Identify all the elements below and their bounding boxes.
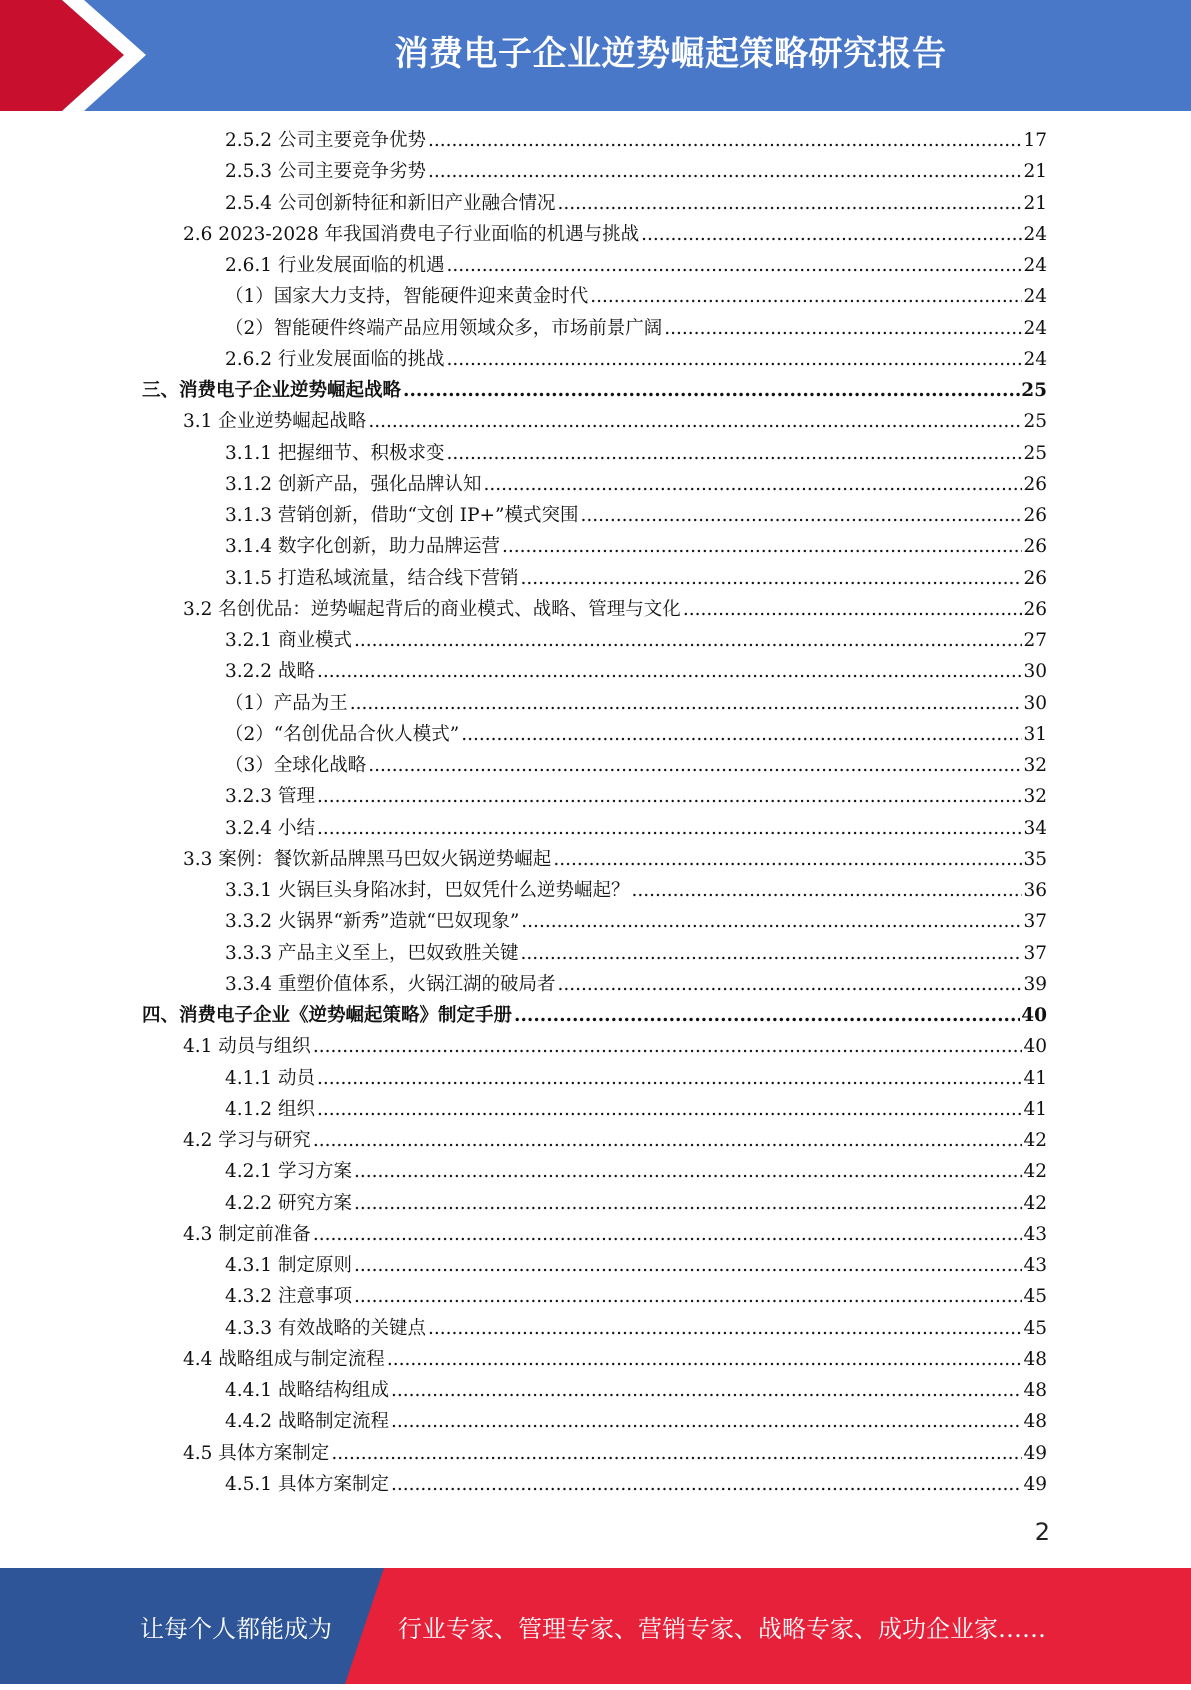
toc-entry-page: 39	[1023, 974, 1047, 995]
toc-entry-title: 2.5.3 公司主要竞争劣势	[225, 161, 426, 182]
toc-dot-leader	[428, 125, 1022, 156]
toc-entry-title: （3）全球化战略	[225, 755, 367, 776]
toc-entry[interactable]	[183, 1031, 1047, 1062]
toc-dot-leader	[428, 156, 1022, 187]
toc-entry-title: 4.3.1 制定原则	[225, 1255, 352, 1276]
toc-entry-page: 31	[1023, 724, 1047, 745]
toc-entry-page: 48	[1023, 1380, 1047, 1401]
toc-entry-page: 24	[1023, 224, 1047, 245]
toc-entry-page: 37	[1023, 911, 1047, 932]
toc-entry-page: 49	[1023, 1443, 1047, 1464]
page-header	[0, 0, 1191, 111]
toc-entry-page: 40	[1021, 1005, 1047, 1026]
toc-entry-page: 21	[1023, 161, 1047, 182]
toc-entry[interactable]	[142, 1000, 1047, 1031]
toc-entry[interactable]	[225, 1063, 1047, 1094]
toc-dot-leader	[317, 1094, 1023, 1125]
toc-dot-leader	[313, 1219, 1023, 1250]
toc-entry[interactable]	[225, 188, 1047, 219]
toc-entry[interactable]	[183, 594, 1047, 625]
toc-dot-leader	[446, 250, 1022, 281]
toc-entry-page: 35	[1023, 849, 1047, 870]
toc-entry-title: 3.1.5 打造私域流量，结合线下营销	[225, 568, 519, 589]
toc-entry[interactable]	[225, 500, 1047, 531]
toc-entry-page: 25	[1023, 411, 1047, 432]
toc-entry[interactable]	[225, 1281, 1047, 1312]
toc-entry-title: 3.1.2 创新产品，强化品牌认知	[225, 474, 482, 495]
toc-dot-leader	[461, 719, 1022, 750]
toc-entry-page: 26	[1023, 599, 1047, 620]
toc-entry[interactable]	[225, 1094, 1047, 1125]
toc-entry[interactable]	[183, 1344, 1047, 1375]
toc-dot-leader	[313, 1125, 1023, 1156]
toc-dot-leader	[387, 1344, 1023, 1375]
footer-slogan-left: 让每个人都能成为	[140, 1615, 332, 1643]
toc-entry-title: 3.2.4 小结	[225, 818, 315, 839]
toc-dot-leader	[354, 1281, 1023, 1312]
toc-entry-page: 49	[1023, 1474, 1047, 1495]
toc-entry-title: 3.3.2 火锅界“新秀”造就“巴奴现象”	[225, 911, 520, 932]
toc-dot-leader	[683, 594, 1023, 625]
toc-dot-leader	[514, 1000, 1020, 1031]
toc-dot-leader	[590, 281, 1022, 312]
page-footer	[0, 1568, 1191, 1684]
toc-entry-page: 21	[1023, 193, 1047, 214]
toc-dot-leader	[350, 688, 1023, 719]
toc-entry-title: 3.1.1 把握细节、积极求变	[225, 443, 445, 464]
toc-entry[interactable]	[225, 1469, 1047, 1500]
toc-entry[interactable]	[225, 1313, 1047, 1344]
toc-entry-page: 42	[1023, 1161, 1047, 1182]
toc-entry-page: 45	[1023, 1286, 1047, 1307]
toc-dot-leader	[354, 1250, 1023, 1281]
toc-entry-title: 2.5.4 公司创新特征和新旧产业融合情况	[225, 193, 556, 214]
toc-entry[interactable]	[225, 469, 1047, 500]
toc-dot-leader	[391, 1469, 1022, 1500]
toc-entry-title: （2）“名创优品合伙人模式”	[225, 724, 460, 745]
toc-entry[interactable]	[225, 438, 1047, 469]
toc-entry-title: 3.3.4 重塑价值体系，火锅江湖的破局者	[225, 974, 556, 995]
toc-entry-title: 3.3.3 产品主义至上，巴奴致胜关键	[225, 943, 519, 964]
toc-dot-leader	[313, 1031, 1023, 1062]
toc-dot-leader	[520, 938, 1022, 969]
toc-dot-leader	[368, 406, 1022, 437]
toc-dot-leader	[502, 531, 1022, 562]
toc-entry[interactable]	[225, 656, 1047, 687]
toc-entry-title: 四、消费电子企业《逆势崛起策略》制定手册	[142, 1005, 513, 1026]
toc-entry-title: 3.1.3 营销创新，借助“文创 IP+”模式突围	[225, 505, 579, 526]
toc-dot-leader	[664, 313, 1022, 344]
toc-entry-page: 45	[1023, 1318, 1047, 1339]
toc-entry[interactable]	[183, 219, 1047, 250]
toc-dot-leader	[317, 656, 1023, 687]
toc-entry-title: 4.3 制定前准备	[183, 1224, 311, 1245]
toc-entry-page: 24	[1023, 318, 1047, 339]
toc-entry-title: 4.5.1 具体方案制定	[225, 1474, 389, 1495]
toc-entry[interactable]	[225, 250, 1047, 281]
toc-entry[interactable]	[225, 313, 1047, 344]
toc-entry-page: 17	[1023, 130, 1047, 151]
toc-entry-page: 32	[1023, 755, 1047, 776]
toc-entry-page: 24	[1023, 255, 1047, 276]
toc-entry-title: 2.6.1 行业发展面临的机遇	[225, 255, 445, 276]
toc-dot-leader	[368, 750, 1022, 781]
toc-dot-leader	[317, 813, 1023, 844]
toc-entry-page: 26	[1023, 568, 1047, 589]
report-title: 消费电子企业逆势崛起策略研究报告	[394, 34, 947, 74]
toc-entry-title: 4.3.3 有效战略的关键点	[225, 1318, 426, 1339]
toc-entry-page: 30	[1023, 661, 1047, 682]
toc-entry[interactable]	[225, 1375, 1047, 1406]
toc-entry[interactable]	[225, 938, 1047, 969]
toc-dot-leader	[557, 969, 1022, 1000]
toc-entry[interactable]	[183, 406, 1047, 437]
toc-entry[interactable]	[183, 1125, 1047, 1156]
toc-entry[interactable]	[225, 1406, 1047, 1437]
toc-dot-leader	[553, 844, 1022, 875]
toc-entry[interactable]	[183, 844, 1047, 875]
toc-entry-title: 4.4 战略组成与制定流程	[183, 1349, 385, 1370]
toc-entry-title: 4.5 具体方案制定	[183, 1443, 330, 1464]
toc-dot-leader	[428, 1313, 1022, 1344]
toc-dot-leader	[391, 1375, 1022, 1406]
toc-entry[interactable]	[142, 375, 1047, 406]
toc-entry-title: 4.1 动员与组织	[183, 1036, 311, 1057]
toc-entry[interactable]	[225, 906, 1047, 937]
toc-entry-title: 4.2 学习与研究	[183, 1130, 311, 1151]
toc-dot-leader	[520, 563, 1022, 594]
toc-dot-leader	[641, 219, 1022, 250]
toc-entry-title: 3.3.1 火锅巨头身陷冰封，巴奴凭什么逆势崛起？	[225, 880, 630, 901]
toc-entry-page: 26	[1023, 536, 1047, 557]
toc-entry-title: 2.5.2 公司主要竞争优势	[225, 130, 426, 151]
toc-dot-leader	[483, 469, 1022, 500]
toc-dot-leader	[403, 375, 1020, 406]
toc-entry-page: 43	[1023, 1224, 1047, 1245]
toc-entry[interactable]	[225, 625, 1047, 656]
toc-entry-page: 43	[1023, 1255, 1047, 1276]
toc-entry-title: （1）国家大力支持，智能硬件迎来黄金时代	[225, 286, 589, 307]
toc-entry-title: 2.6 2023-2028 年我国消费电子行业面临的机遇与挑战	[183, 224, 640, 245]
toc-entry-title: 3.2 名创优品：逆势崛起背后的商业模式、战略、管理与文化	[183, 599, 681, 620]
toc-dot-leader	[317, 781, 1023, 812]
toc-entry-title: 4.4.1 战略结构组成	[225, 1380, 389, 1401]
toc-entry-page: 41	[1023, 1068, 1047, 1089]
toc-entry[interactable]	[225, 281, 1047, 312]
page-number: 2	[1034, 1518, 1050, 1546]
footer-slogan-right: 行业专家、管理专家、营销专家、战略专家、成功企业家……	[398, 1615, 1046, 1643]
toc-entry[interactable]	[225, 344, 1047, 375]
toc-entry-title: 4.1.2 组织	[225, 1099, 315, 1120]
toc-entry-title: 4.2.1 学习方案	[225, 1161, 352, 1182]
toc-entry-title: 2.6.2 行业发展面临的挑战	[225, 349, 445, 370]
toc-entry-title: 3.1 企业逆势崛起战略	[183, 411, 367, 432]
toc-entry-title: （1）产品为王	[225, 693, 348, 714]
toc-entry-title: 4.4.2 战略制定流程	[225, 1411, 389, 1432]
toc-dot-leader	[354, 1188, 1023, 1219]
toc-entry-page: 25	[1021, 380, 1047, 401]
toc-dot-leader	[446, 344, 1022, 375]
toc-entry[interactable]	[225, 688, 1047, 719]
toc-entry[interactable]	[225, 1188, 1047, 1219]
toc-dot-leader	[557, 188, 1022, 219]
toc-entry[interactable]	[225, 125, 1047, 156]
toc-entry-title: 3.2.3 管理	[225, 786, 315, 807]
toc-entry-title: 4.3.2 注意事项	[225, 1286, 352, 1307]
toc-entry-title: 三、消费电子企业逆势崛起战略	[142, 380, 402, 401]
toc-dot-leader	[354, 625, 1023, 656]
toc-entry-page: 40	[1023, 1036, 1047, 1057]
toc-entry[interactable]	[183, 1219, 1047, 1250]
toc-entry[interactable]	[225, 750, 1047, 781]
toc-entry-page: 26	[1023, 474, 1047, 495]
toc-entry-title: 3.1.4 数字化创新，助力品牌运营	[225, 536, 500, 557]
toc-entry-page: 24	[1023, 349, 1047, 370]
toc-entry[interactable]	[225, 719, 1047, 750]
toc-entry-title: 3.2.2 战略	[225, 661, 315, 682]
toc-entry-title: （2）智能硬件终端产品应用领域众多，市场前景广阔	[225, 318, 663, 339]
toc-entry-page: 42	[1023, 1130, 1047, 1151]
toc-entry-page: 42	[1023, 1193, 1047, 1214]
toc-entry[interactable]	[183, 1438, 1047, 1469]
toc-entry-page: 36	[1023, 880, 1047, 901]
toc-entry-page: 41	[1023, 1099, 1047, 1120]
toc-dot-leader	[581, 500, 1023, 531]
toc-entry-title: 4.1.1 动员	[225, 1068, 315, 1089]
toc-entry-page: 26	[1023, 505, 1047, 526]
toc-dot-leader	[354, 1156, 1023, 1187]
toc-entry-page: 24	[1023, 286, 1047, 307]
toc-entry[interactable]	[225, 531, 1047, 562]
toc-entry[interactable]	[225, 563, 1047, 594]
toc-entry-page: 37	[1023, 943, 1047, 964]
toc-dot-leader	[446, 438, 1022, 469]
toc-entry[interactable]	[225, 969, 1047, 1000]
toc-dot-leader	[631, 875, 1022, 906]
toc-entry-page: 27	[1023, 630, 1047, 651]
toc-entry[interactable]	[225, 156, 1047, 187]
toc-dot-leader	[331, 1438, 1022, 1469]
toc-entry[interactable]	[225, 813, 1047, 844]
toc-entry-page: 25	[1023, 443, 1047, 464]
toc-entry[interactable]	[225, 875, 1047, 906]
toc-entry-page: 30	[1023, 693, 1047, 714]
toc-dot-leader	[521, 906, 1022, 937]
toc-entry[interactable]	[225, 1250, 1047, 1281]
toc-entry-page: 48	[1023, 1411, 1047, 1432]
toc-dot-leader	[317, 1063, 1023, 1094]
toc-entry-title: 3.3 案例：餐饮新品牌黑马巴奴火锅逆势崛起	[183, 849, 552, 870]
toc-entry-title: 4.2.2 研究方案	[225, 1193, 352, 1214]
toc-entry-title: 3.2.1 商业模式	[225, 630, 352, 651]
toc-entry-page: 34	[1023, 818, 1047, 839]
toc-dot-leader	[391, 1406, 1022, 1437]
toc-entry[interactable]	[225, 1156, 1047, 1187]
toc-entry-page: 48	[1023, 1349, 1047, 1370]
toc-entry-page: 32	[1023, 786, 1047, 807]
toc-entry[interactable]	[225, 781, 1047, 812]
